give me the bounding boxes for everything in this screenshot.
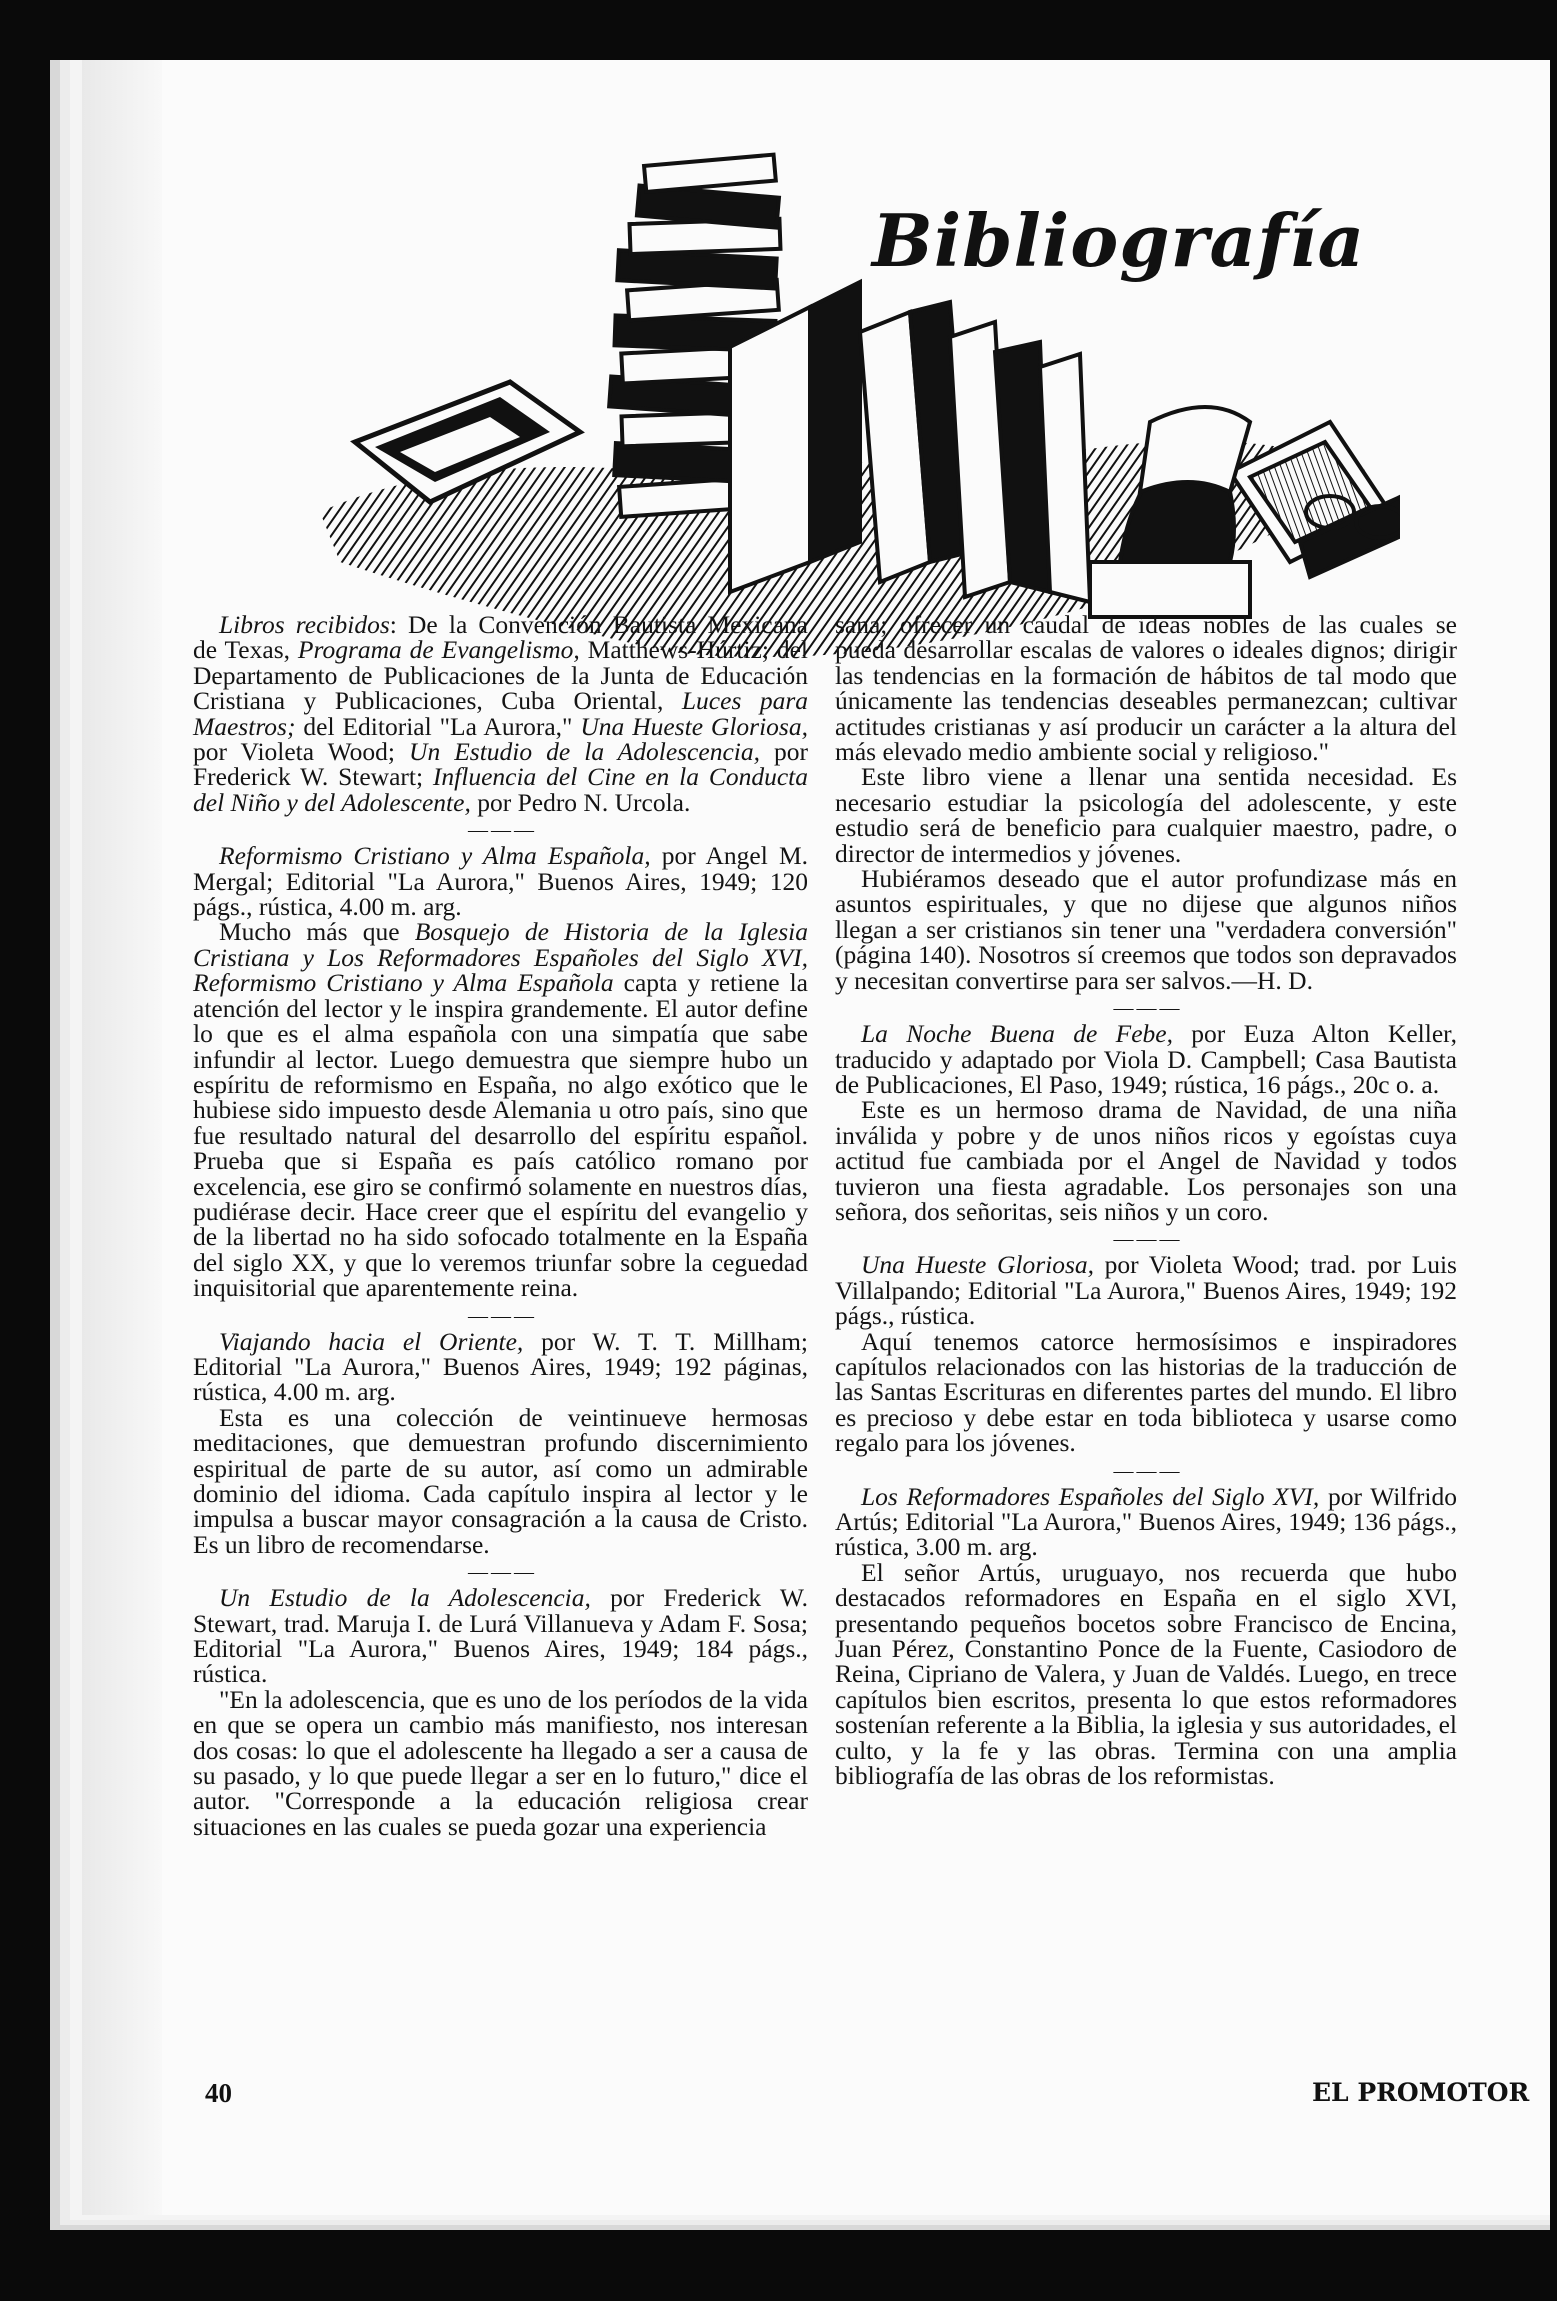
review-body-reformadores: El señor Artús, uruguayo, nos recuerda que hubo destacados reformadores en España en el siglo XVI, presentando pequeños bocetos sobre Francisco de Encina, Juan Pérez, Constantino Ponce de la Fuente, Casiodoro de Reina, Cipriano de Valera, y Juan de Valdés. Luego, en trece capítulos bien escritos, presenta lo que estos reformadores sostenían referente a la Biblia, la iglesia y sus autoridades, el culto, y la fe y las obras. Termina con una amplia bibliografía de las obras de los reformistas. [835,1557,1457,1791]
upright-books [730,282,1090,602]
separator: — — — [468,819,533,842]
review-body-reformismo: Mucho más que Bosquejo de Historia de la Iglesia Cristiana y Los Reformadores Españoles del Siglo XVI, Reformismo Cristiano y Alma Española capta y retiene la atención del lector y le inspira grandemente. El autor define lo que es el alma española con una simpatía que sabe infundir al lector. Luego demuestra que siempre hubo un espíritu de reformismo en España, no algo exótico que le hubiese sido impuesto desde Alemania u otro país, sino que fue resultado natural del desarrollo del espíritu español. Prueba que si España es país católico romano por excelencia, ese giro se confirmó solamente en nuestros días, pudiérase decir. Hace creer que el espíritu del evangelio y de la libertad no ha sido sofocado totalmente en la España del siglo XX, y que lo veremos triunfar sobre la ceguedad inquisitorial que aparentemente reina. [193,917,809,1303]
left-column [193,612,808,1839]
review-title-reformadores: Los Reformadores Españoles del Siglo XVI, por Wilfrido Artús; Editorial "La Aurora," Buenos Aires, 1949; 136 págs., rústica, 3.00 m. arg. [835,1481,1458,1562]
separator: — — — [468,1561,533,1584]
separator: — — — [468,1304,533,1327]
review-title-viajando: Viajando hacia el Oriente, por W. T. T. Millham; Editorial "La Aurora," Buenos Aires, 1949; 192 páginas, rústica, 4.00 m. arg. [193,1326,808,1407]
separator: — — — [1113,1459,1179,1482]
review-title-noche-buena: La Noche Buena de Febe, por Euza Alton Keller, traducido y adaptado por Viola D. Campbell; Casa Bautista de Publicaciones, El Paso, 1949; rústica, 16 págs., 20c o. a. [835,1019,1457,1099]
review-body-adolescencia: "En la adolescencia, que es uno de los períodos de la vida en que se opera un cambio más manifiesto, nos interesan dos cosas: lo que el adolescente ha llegado a ser a causa de su pasado, y lo que puede llegar a ser en lo futuro," dice el autor. "Corresponde a la educación religiosa crear situaciones en las cuales se pueda gozar una experiencia [193,1684,808,1841]
review-title-reformismo: Reformismo Cristiano y Alma Española, por Angel M. Mergal; Editorial "La Aurora," Buenos Aires, 1949; 120 págs., rústica, 4.00 m. arg. [193,841,808,922]
page-heading: Bibliografía [872,198,1366,283]
review-title-hueste: Una Hueste Gloriosa, por Violeta Wood; trad. por Luis Villalpando; Editorial "La Aurora," Buenos Aires, 1949; 192 págs., rústica. [835,1250,1457,1331]
review-title-adolescencia: Un Estudio de la Adolescencia, por Frederick W. Stewart, trad. Maruja I. de Lurá Villanueva y Adam F. Sosa; Editorial "La Aurora," Buenos Aires, 1949; 184 págs., rústica. [193,1583,809,1689]
separator: — — — [1113,1228,1179,1251]
right-column [835,610,1458,1791]
review-body-noche-buena: Este es un hermoso drama de Navidad, de una niña inválida y pobre y de unos niños ricos y egoístas cuya actitud fue cambiada por el Angel de Navidad y todos tuvieron una fiesta agradable. Los personajes son una señora, dos señoritas, seis niños y un coro. [835,1095,1457,1226]
books-received-entry: Libros recibidos: De la Convención Bautista Mexicana de Texas, Programa de Evangelismo, Matthews-Húrtiz; del Departamento de Publicaciones de la Junta de Educación Cristiana y Publicaciones, Cuba Oriental, Luces para Maestros; del Editorial "La Aurora," Una Hueste Gloriosa, por Violeta Wood; Un Estudio de la Adolescencia, por Frederick W. Stewart; Influencia del Cine en la Conducta del Niño y del Adolescente, por Pedro N. Urcola. [193,610,808,817]
page-number: 40 [205,2078,232,2108]
separator: — — — [1113,997,1179,1020]
review-body-viajando: Esta es una colección de veintinueve hermosas meditaciones, que demuestran profundo discernimiento espiritual de parte de su autor, así como un admirable dominio del idioma. Cada capítulo inspira al lector y le impulsa a buscar mayor consagración a la causa de Cristo. Es un libro de recomendarse. [193,1402,808,1559]
books-illustration [250,92,1400,672]
review-body-adolescencia-p3: Hubiéramos deseado que el autor profundizase más en asuntos espirituales, y que no dijese que algunos niños llegan a ser cristianos sin tener una "verdadera conversión" (página 140). Nosotros sí creemos que todos son depravados y necesitan convertirse para ser salvos.—H. D. [835,864,1457,995]
review-body-adolescencia-cont: sana; ofrecer un caudal de ideas nobles de las cuales se pueda desarrollar escalas de valores o ideales dignos; dirigir las tendencias en la formación de hábitos de tal modo que únicamente las tendencias deseables permanezcan; cultivar actitudes cristianas y así producir un carácter a la altura del más elevado medio ambiente social y religioso." [835,610,1457,767]
review-body-hueste: Aquí tenemos catorce hermosísimos e inspiradores capítulos relacionados con las historias de la traducción de las Santas Escrituras en diferentes partes del mundo. El libro es precioso y debe estar en toda biblioteca y usarse como regalo para los jóvenes. [835,1326,1457,1458]
page-spine [82,60,162,2215]
review-body-adolescencia-p2: Este libro viene a llenar una sentida necesidad. Es necesario estudiar la psicología del adolescente, y este estudio será de beneficio para cualquier maestro, padre, o director de intermedios y jóvenes. [835,762,1457,868]
magazine-name: EL PROMOTOR [1312,2078,1530,2107]
